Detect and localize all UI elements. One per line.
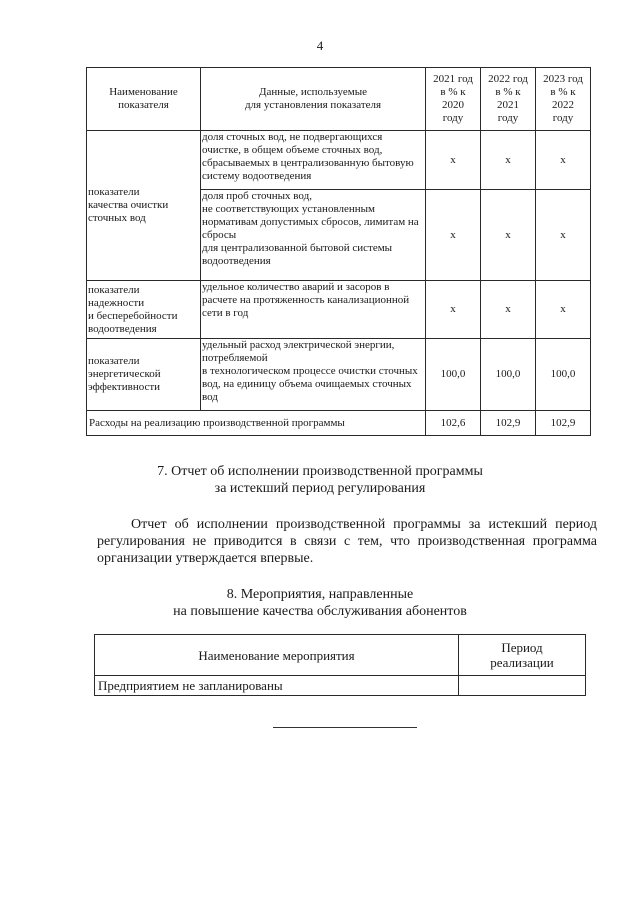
closing-rule xyxy=(273,727,417,728)
quality-group-name: показатели качества очистки сточных вод xyxy=(87,131,201,281)
production-program-indicators-table xyxy=(86,67,591,436)
total-label: Расходы на реализацию производственной программы xyxy=(87,411,426,436)
quality-row-2-2023: x xyxy=(536,190,591,281)
table-total-row xyxy=(87,411,591,436)
reliability-data: удельное количество аварий и засоров в расчете на протяженность канализационной сети в год xyxy=(201,281,426,339)
quality-row-1-2022: x xyxy=(481,131,536,190)
header-period: Период реализации xyxy=(459,635,586,676)
table-row xyxy=(95,676,586,696)
header-indicator-data: Данные, используемые для установления показателя xyxy=(201,68,426,131)
energy-2023: 100,0 xyxy=(536,339,591,411)
total-2022: 102,9 xyxy=(481,411,536,436)
energy-2022: 100,0 xyxy=(481,339,536,411)
energy-data: удельный расход электрической энергии, потребляемой в технологическом процессе очистки сточных вод, на единицу объема очищаемых сточных вод xyxy=(201,339,426,411)
table-header-row xyxy=(87,68,591,131)
quality-row-2-data: доля проб сточных вод, не соответствующих установленным нормативам допустимых сбросов, лимитам на сбросы для централизованной бытовой системы водоотведения xyxy=(201,190,426,281)
quality-row-2-2022: x xyxy=(481,190,536,281)
quality-row-1-data: доля сточных вод, не подвергающихся очистке, в общем объеме сточных вод, сбрасываемых в централизованную бытовую систему водоотведения xyxy=(201,131,426,190)
reliability-group-name: показатели надежности и бесперебойности водоотведения xyxy=(87,281,201,339)
page-number: 4 xyxy=(316,38,324,53)
quality-row-1-2023: x xyxy=(536,131,591,190)
event-name-cell: Предприятием не запланированы xyxy=(95,676,459,696)
energy-2021: 100,0 xyxy=(426,339,481,411)
quality-row-1-2021: x xyxy=(426,131,481,190)
reliability-2022: x xyxy=(481,281,536,339)
table-row xyxy=(87,281,591,339)
event-period-cell xyxy=(459,676,586,696)
header-event-name: Наименование мероприятия xyxy=(95,635,459,676)
reliability-2021: x xyxy=(426,281,481,339)
table-row xyxy=(87,131,591,190)
quality-row-2-2021: x xyxy=(426,190,481,281)
header-year-2022: 2022 год в % к 2021 году xyxy=(481,68,536,131)
header-year-2023: 2023 год в % к 2022 году xyxy=(536,68,591,131)
header-year-2021: 2021 год в % к 2020 году xyxy=(426,68,481,131)
table-row xyxy=(87,339,591,411)
energy-group-name: показатели энергетической эффективности xyxy=(87,339,201,411)
header-indicator-name: Наименование показателя xyxy=(87,68,201,131)
reliability-2023: x xyxy=(536,281,591,339)
service-improvement-events-table xyxy=(94,634,586,696)
section-7-paragraph: Отчет об исполнении производственной программы за истекший период регулирования не приводится в связи с тем, что производственная программа организации утверждается впервые. xyxy=(97,517,597,566)
total-2023: 102,9 xyxy=(536,411,591,436)
section-7-title: 7. Отчет об исполнении производственной программы за истекший период регулирования xyxy=(157,464,483,496)
total-2021: 102,6 xyxy=(426,411,481,436)
table-header-row xyxy=(95,635,586,676)
section-8-title: 8. Мероприятия, направленные на повышение качества обслуживания абонентов xyxy=(173,587,467,619)
